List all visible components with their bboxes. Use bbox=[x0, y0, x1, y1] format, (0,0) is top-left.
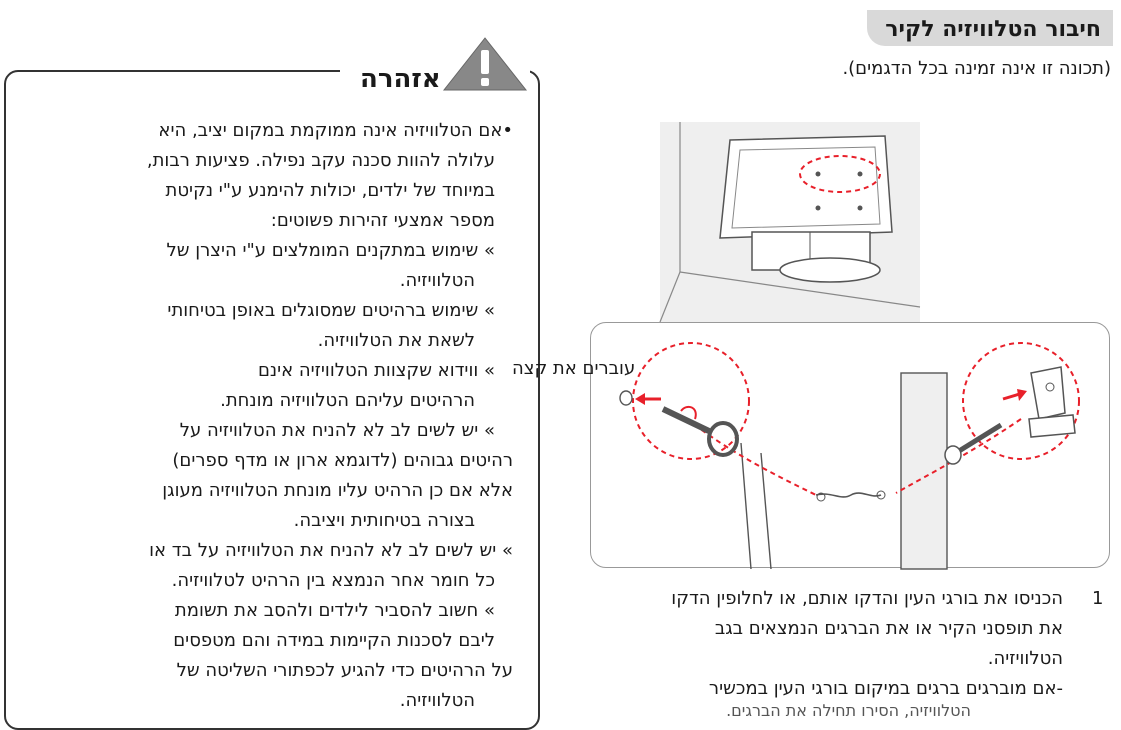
warning-list-item: הטלוויזיה. bbox=[399, 690, 475, 711]
warning-callout-text: עוברים את קצה bbox=[512, 358, 636, 379]
warning-line: מספר אמצעי זהירות פשוטים: bbox=[270, 210, 495, 231]
warning-line: •אם הטלוויזיה אינה ממוקמת במקום יציב, היא bbox=[158, 120, 513, 141]
warning-list-item: » חשוב להסביר לילדים ולהסב את תשומת bbox=[174, 600, 495, 621]
warning-list-item: » שימוש ברהיטים שמסוגלים באופן בטיחותי bbox=[167, 300, 495, 321]
warning-line: במיוחד של ילדים, יכולות להימנע ע"י נקיטת bbox=[165, 180, 495, 201]
mounting-hardware-illustration bbox=[590, 322, 1110, 568]
warning-list bbox=[0, 116, 513, 716]
section-title: חיבור הטלוויזיה לקיר bbox=[867, 10, 1113, 46]
step-1-text bbox=[593, 584, 1063, 674]
warning-list-item: כל חומר אחר הנמצא בין הרהיט לטלוויזיה. bbox=[171, 570, 495, 591]
step-1-line: הכניסו את בורגי העין והדקו אותם, או לחלופין הדקו bbox=[671, 588, 1063, 609]
warning-list-item: » יש לשים לב לא להניח את הטלוויזיה על bbox=[179, 420, 495, 441]
warning-line: עלולה להוות סכנה עקב נפילה. פציעות רבות, bbox=[146, 150, 495, 171]
step-1-line: הטלוויזיה. bbox=[987, 648, 1063, 669]
warning-list-item: הטלוויזיה. bbox=[399, 270, 475, 291]
tv-back-illustration bbox=[660, 122, 920, 322]
step-1-cut-line: הטלוויזיה, הסירו תחילה את הברגים. bbox=[726, 701, 971, 720]
warning-triangle-icon bbox=[440, 36, 530, 92]
availability-note: (תכונה זו אינה זמינה בכל הדגמים). bbox=[842, 58, 1111, 79]
warning-list-item: » שימוש במתקנים המומלצים ע"י היצרן של bbox=[166, 240, 495, 261]
warning-list-item: ליבם לסכנות הקיימות במידה והם מטפסים bbox=[173, 630, 495, 651]
warning-list-item: על הרהיטים כדי להגיע לכפתורי השליטה של bbox=[176, 660, 513, 681]
warning-list-item: » יש לשים לב לא להניח את הטלוויזיה על בד או bbox=[149, 540, 513, 561]
warning-list-item: אלא אם כן הרהיט עליו מונחת הטלוויזיה מעוגן bbox=[162, 480, 513, 501]
warning-list-item: לשאת את הטלוויזיה. bbox=[317, 330, 475, 351]
step-1-line: את תופסני הקיר או את הברגים הנמצאים בגב bbox=[714, 618, 1063, 639]
step-1-subnote: -אם מוברגים ברגים במיקום בורגי העין במכשיר bbox=[708, 678, 1063, 699]
warning-list-item: » ווידוא שקצוות הטלוויזיה אינם bbox=[257, 360, 495, 381]
step-number: 1 bbox=[1092, 588, 1104, 609]
warning-title: אזהרה bbox=[360, 64, 441, 94]
warning-list-item: רהיטים גבוהים (לדוגמא ארון או מדף ספרים) bbox=[172, 450, 513, 471]
warning-list-item: הרהיטים עליהם הטלוויזיה מונחת. bbox=[220, 390, 475, 411]
warning-list-item: בצורה בטיחותית ויציבה. bbox=[293, 510, 475, 531]
